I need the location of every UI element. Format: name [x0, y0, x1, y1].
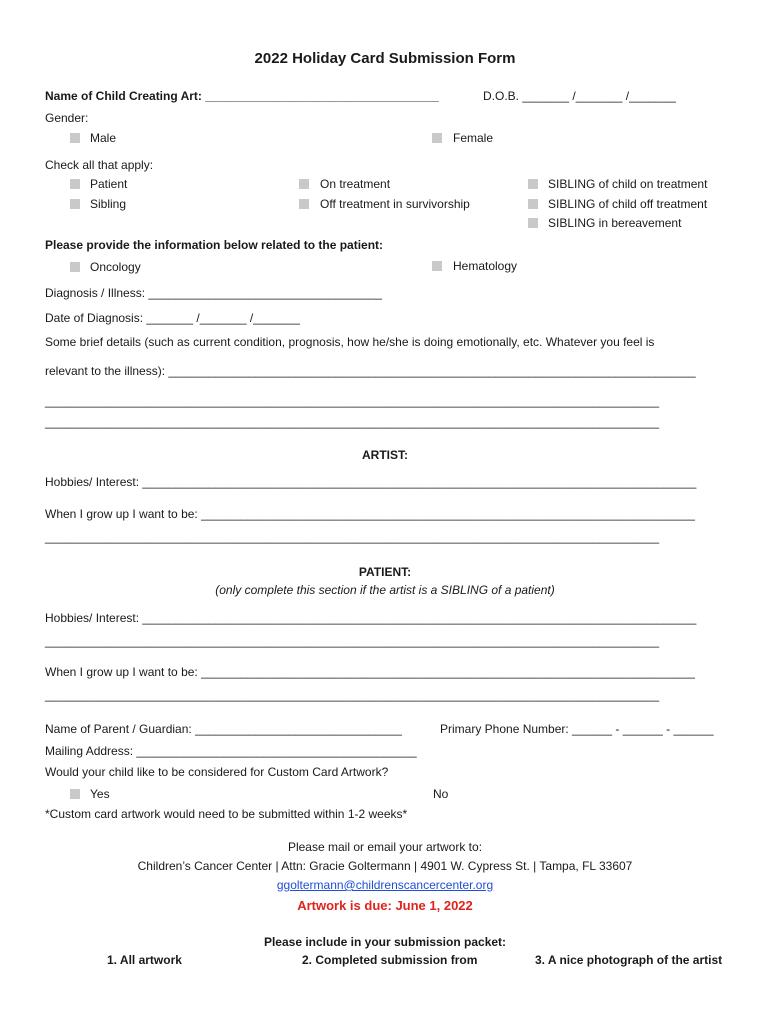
packet-item-photo: 3. A nice photograph of the artist [535, 953, 723, 967]
sibling-on-treatment-checkbox[interactable] [528, 179, 538, 189]
packet-item-artwork: 1. All artwork [107, 953, 182, 967]
mailing-address: Children’s Cancer Center | Attn: Gracie Goltermann | 4901 W. Cypress St. | Tampa, FL 33607 [137, 859, 633, 873]
patient-heading: PATIENT: [358, 565, 412, 579]
on-treatment-checkbox[interactable] [299, 179, 309, 189]
details-blank-line[interactable]: ____________________________________________________________________________________________ [45, 415, 659, 429]
phone-field[interactable]: Primary Phone Number: ______ - ______ - ______ [440, 722, 714, 736]
email-link[interactable]: ggoltermann@childrenscancercenter.org [276, 878, 494, 892]
artist-hobbies-field[interactable]: Hobbies/ Interest: ___________________________________________________________________________________ [45, 475, 697, 489]
patient-blank-line[interactable]: ____________________________________________________________________________________________ [45, 688, 659, 702]
patient-grow-up-field[interactable]: When I grow up I want to be: __________________________________________________________________________ [45, 665, 695, 679]
no-label: No [433, 787, 449, 801]
parent-name-field[interactable]: Name of Parent / Guardian: _______________________________ [45, 722, 402, 736]
oncology-label: Oncology [90, 260, 141, 274]
artist-grow-up-field[interactable]: When I grow up I want to be: __________________________________________________________________________ [45, 507, 695, 521]
custom-artwork-note: *Custom card artwork would need to be submitted within 1-2 weeks* [45, 807, 408, 821]
gender-label: Gender: [45, 111, 89, 125]
yes-label: Yes [90, 787, 110, 801]
mailing-address-field[interactable]: Mailing Address: __________________________________________ [45, 744, 417, 758]
male-label: Male [90, 131, 117, 145]
female-checkbox[interactable] [432, 133, 442, 143]
packet-item-form: 2. Completed submission from [302, 953, 478, 967]
off-treatment-label: Off treatment in survivorship [320, 197, 470, 211]
sibling-checkbox[interactable] [70, 199, 80, 209]
oncology-checkbox[interactable] [70, 262, 80, 272]
on-treatment-label: On treatment [320, 177, 391, 191]
custom-artwork-question: Would your child like to be considered for Custom Card Artwork? [45, 765, 389, 779]
patient-subheading: (only complete this section if the artist is a SIBLING of a patient) [215, 583, 555, 597]
diagnosis-date-field[interactable]: Date of Diagnosis: _______ /_______ /_______ [45, 311, 300, 325]
details-field[interactable]: relevant to the illness): _______________________________________________________________________________ [45, 364, 696, 378]
due-date: Artwork is due: June 1, 2022 [297, 898, 473, 913]
patient-hobbies-field[interactable]: Hobbies/ Interest: ___________________________________________________________________________________ [45, 611, 697, 625]
diagnosis-field[interactable]: Diagnosis / Illness: ___________________________________ [45, 286, 382, 300]
sibling-off-treatment-checkbox[interactable] [528, 199, 538, 209]
sibling-off-treatment-label: SIBLING of child off treatment [548, 197, 708, 211]
sibling-on-treatment-label: SIBLING of child on treatment [548, 177, 708, 191]
sibling-bereavement-checkbox[interactable] [528, 218, 538, 228]
child-name-field[interactable]: Name of Child Creating Art: ___________________________________ [45, 89, 439, 103]
sibling-bereavement-label: SIBLING in bereavement [548, 216, 682, 230]
yes-checkbox[interactable] [70, 789, 80, 799]
artist-blank-line[interactable]: ____________________________________________________________________________________________ [45, 530, 659, 544]
hematology-checkbox[interactable] [432, 261, 442, 271]
form-title: 2022 Holiday Card Submission Form [254, 50, 516, 67]
patient-info-heading: Please provide the information below related to the patient: [45, 238, 384, 252]
patient-blank-line[interactable]: ____________________________________________________________________________________________ [45, 634, 659, 648]
patient-label: Patient [90, 177, 128, 191]
mail-instructions: Please mail or email your artwork to: [287, 840, 483, 854]
patient-checkbox[interactable] [70, 179, 80, 189]
details-blank-line[interactable]: ____________________________________________________________________________________________ [45, 394, 659, 408]
artist-heading: ARTIST: [362, 448, 408, 462]
details-prompt: Some brief details (such as current condition, prognosis, how he/she is doing emotionally, etc. Whatever you feel is [45, 335, 655, 349]
check-all-label: Check all that apply: [45, 158, 154, 172]
packet-heading: Please include in your submission packet: [263, 935, 507, 949]
female-label: Female [453, 131, 494, 145]
off-treatment-checkbox[interactable] [299, 199, 309, 209]
male-checkbox[interactable] [70, 133, 80, 143]
hematology-label: Hematology [453, 259, 518, 273]
sibling-label: Sibling [90, 197, 127, 211]
dob-field[interactable]: D.O.B. _______ /_______ /_______ [483, 89, 676, 103]
